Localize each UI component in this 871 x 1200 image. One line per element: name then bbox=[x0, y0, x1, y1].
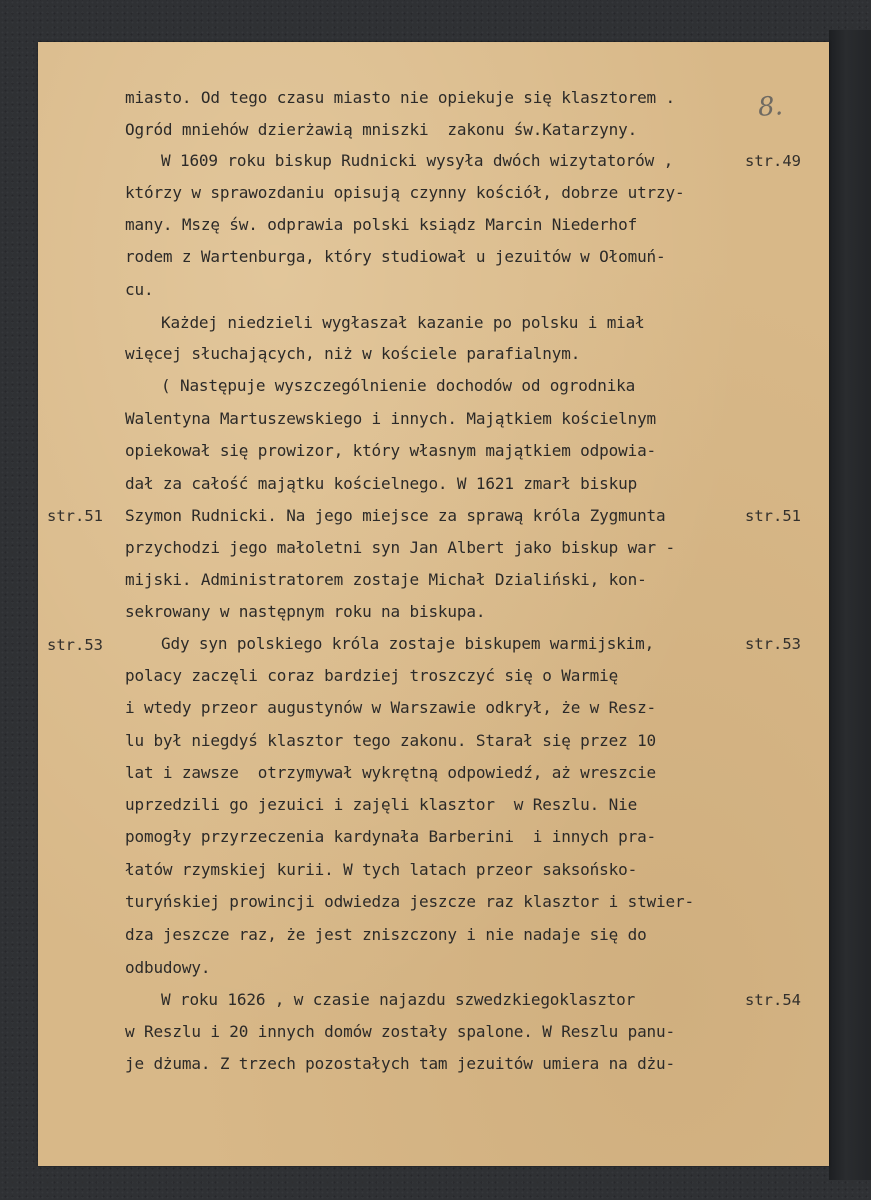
text-line: rodem z Wartenburga, który studiował u jezuitów w Ołomuń- bbox=[125, 247, 666, 266]
text-line: Szymon Rudnicki. Na jego miejsce za sprawą króla Zygmunta bbox=[125, 506, 666, 525]
text-line: Ogród mniehów dzierżawią mniszki zakonu św.Katarzyny. bbox=[125, 120, 638, 139]
text-line: Walentyna Martuszewskiego i innych. Majątkiem kościelnym bbox=[125, 409, 657, 428]
text-line: lat i zawsze otrzymywał wykrętną odpowiedź, aż wreszcie bbox=[125, 763, 657, 782]
margin-note-page-ref: str.54 bbox=[745, 991, 801, 1009]
text-line: W 1609 roku biskup Rudnicki wysyła dwóch wizytatorów , bbox=[161, 151, 674, 170]
text-line: turyńskiej prowincji odwiedza jeszcze raz klasztor i stwier- bbox=[125, 892, 694, 911]
page-number: 8. bbox=[756, 91, 784, 123]
text-line: mijski. Administratorem zostaje Michał Dzialiński, kon- bbox=[125, 570, 647, 589]
text-line: many. Mszę św. odprawia polski ksiądz Marcin Niederhof bbox=[125, 215, 638, 234]
text-line: uprzedzili go jezuici i zajęli klasztor w Reszlu. Nie bbox=[125, 795, 638, 814]
text-line: którzy w sprawozdaniu opisują czynny kościół, dobrze utrzy- bbox=[125, 183, 685, 202]
margin-note-page-ref: str.49 bbox=[745, 152, 801, 170]
text-line: polacy zaczęli coraz bardziej troszczyć się o Warmię bbox=[125, 666, 619, 685]
text-line: Każdej niedzieli wygłaszał kazanie po polsku i miał bbox=[161, 313, 645, 332]
text-line: w Reszlu i 20 innych domów zostały spalone. W Reszlu panu- bbox=[125, 1022, 676, 1041]
text-line: cu. bbox=[125, 280, 154, 299]
text-line: W roku 1626 , w czasie najazdu szwedzkiegoklasztor bbox=[161, 990, 636, 1009]
text-line: sekrowany w następnym roku na biskupa. bbox=[125, 602, 486, 621]
text-line: przychodzi jego małoletni syn Jan Albert jako biskup war - bbox=[125, 538, 676, 557]
text-line: pomogły przyrzeczenia kardynała Barberini i innych pra- bbox=[125, 827, 657, 846]
margin-note-page-ref: str.51 bbox=[47, 507, 103, 525]
margin-note-page-ref: str.53 bbox=[745, 635, 801, 653]
text-line: opiekował się prowizor, który własnym majątkiem odpowia- bbox=[125, 441, 657, 460]
margin-note-page-ref: str.51 bbox=[745, 507, 801, 525]
text-line: dza jeszcze raz, że jest zniszczony i nie nadaje się do bbox=[125, 925, 647, 944]
text-line: ( Następuje wyszczególnienie dochodów od ogrodnika bbox=[161, 376, 636, 395]
text-line: odbudowy. bbox=[125, 958, 211, 977]
text-line: dał za całość majątku kościelnego. W 1621 zmarł biskup bbox=[125, 474, 638, 493]
text-line: więcej słuchających, niż w kościele parafialnym. bbox=[125, 344, 581, 363]
binder-strip bbox=[829, 30, 871, 1180]
text-line: lu był niegdyś klasztor tego zakonu. Starał się przez 10 bbox=[125, 731, 657, 750]
margin-note-page-ref: str.53 bbox=[47, 636, 103, 654]
text-line: łatów rzymskiej kurii. W tych latach przeor saksońsko- bbox=[125, 860, 638, 879]
text-line: je dżuma. Z trzech pozostałych tam jezuitów umiera na dżu- bbox=[125, 1054, 676, 1073]
text-line: miasto. Od tego czasu miasto nie opiekuje się klasztorem . bbox=[125, 88, 676, 107]
text-line: i wtedy przeor augustynów w Warszawie odkrył, że w Resz- bbox=[125, 698, 657, 717]
text-line: Gdy syn polskiego króla zostaje biskupem warmijskim, bbox=[161, 634, 655, 653]
